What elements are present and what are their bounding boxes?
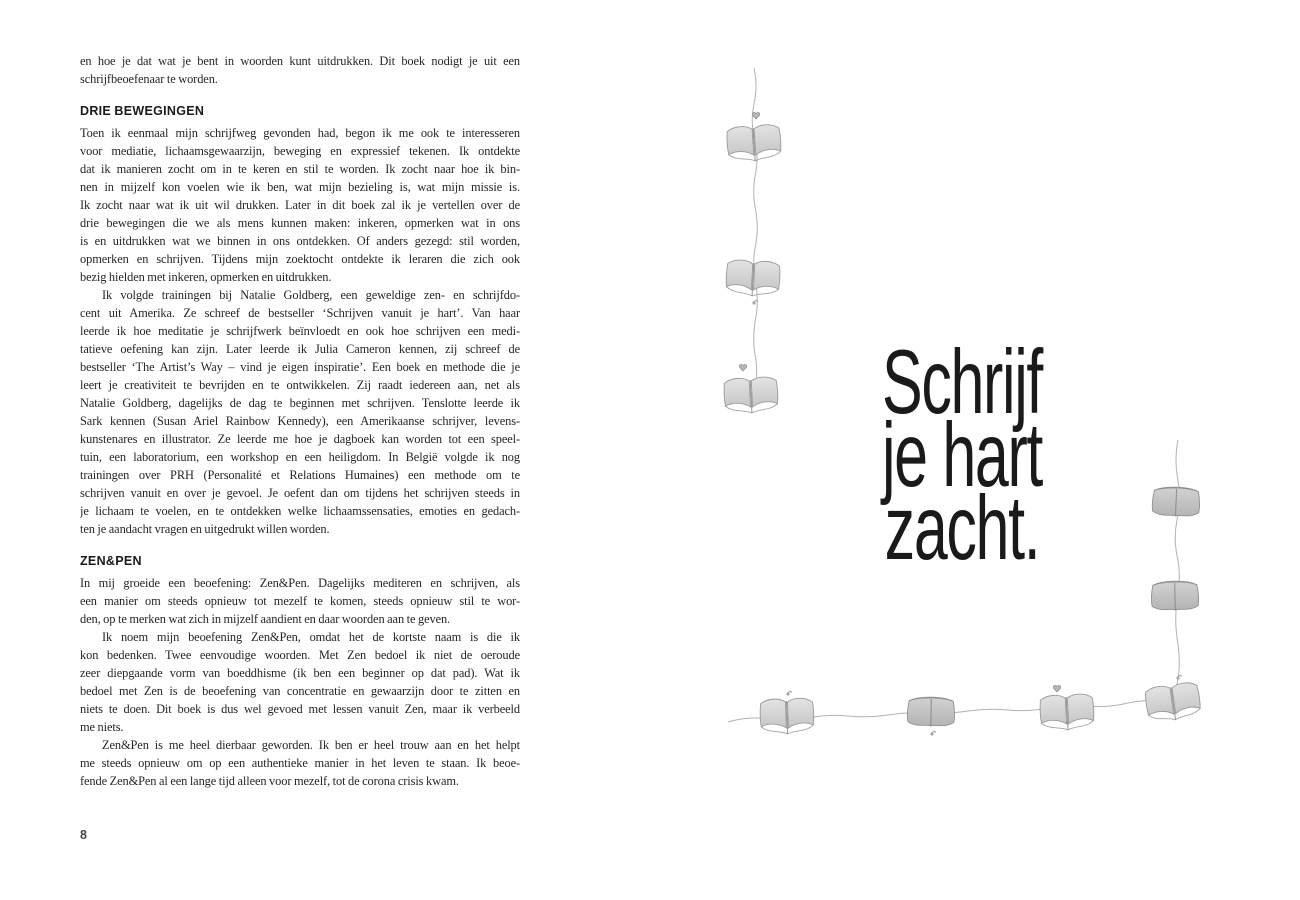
text-line: is en uitdrukken wat we binnen in ons ontdekken. Of anders gezegd: stil worden, [80, 234, 520, 248]
text-line: Toen ik eenmaal mijn schrijfweg gevonden had, begon ik me ook te interesseren [80, 126, 520, 140]
text-line: Sark kennen (Susan Ariel Rainbow Kennedy), een Amerikaanse schrijver, levens- [80, 414, 520, 428]
text-line: tuin, een laboratorium, een workshop en een heiligdom. In België volgde ik nog [80, 450, 520, 464]
draped-book-icon [907, 697, 955, 727]
section-drie-bewegingen [80, 104, 520, 538]
text-line: bestseller ‘The Artist’s Way – vind je eigen inspiratie’. Een boek en methode die je [80, 360, 520, 374]
open-book-icon [1039, 693, 1094, 731]
text-line: dat ik manieren zocht om in te keren en stil te worden. Ik zocht naar hoe ik bin- [80, 162, 520, 176]
text-line: voor mediatie, lichaamsgewaarzijn, beweging en expressief tekenen. Ik ontdekte [80, 144, 520, 158]
title-line: je hart [881, 405, 1043, 506]
paragraph [80, 628, 520, 736]
text-column [80, 52, 520, 790]
text-line: ten je aandacht vragen en uitgedrukt willen worden. [80, 522, 330, 536]
text-line: Ik zocht naar wat ik uit wil drukken. Later in dit boek zal ik je vertellen over de [80, 198, 520, 212]
text-line: kon bedenken. Twee eenvoudige woorden. Met Zen bedoel ik niet de oeroude [80, 648, 520, 662]
text-line: leert je creativiteit te bevrijden en te ontwikkelen. Zij raadt iedereen aan, net als [80, 378, 520, 392]
page-number: 8 [80, 828, 87, 842]
title-line: Schrijf [881, 332, 1043, 433]
book-title [744, 332, 1180, 579]
text-line: een manier om steeds opnieuw tot mezelf te komen, steeds opnieuw stil te wor- [80, 594, 520, 608]
text-line: zeer diepgaande vorm van boeddhisme (ik ben een beginner op dat pad). Wat ik [80, 666, 520, 680]
intro-paragraph [80, 52, 520, 88]
paragraph [80, 286, 520, 538]
text-line: kunstenares en illustrator. Ze leerde me hoe je dagboek kan worden tot een speel- [80, 432, 520, 446]
section-zen-pen [80, 554, 520, 790]
text-line: niets te doen. Dit boek is dus wel gevoed met lessen vanuit Zen, maar ik verbeeld [80, 702, 520, 716]
text-line: opmerken en schrijven. Tijdens mijn zoektocht ontdekte ik leraren die zich ook [80, 252, 520, 266]
right-page [650, 0, 1300, 900]
text-line: Ik volgde trainingen bij Natalie Goldberg, een geweldige zen- en schrijfdo- [102, 288, 520, 302]
text-line: me niets. [80, 720, 124, 734]
text-line: bedoel met Zen is de beoefening van concentratie en gewaarzijn door te zitten en [80, 684, 520, 698]
text-line: drie bewegingen die we als mens kunnen maken: inkeren, opmerken wat in ons [80, 216, 520, 230]
text-line: en hoe je dat wat je bent in woorden kunt uitdrukken. Dit boek nodigt je uit een [80, 54, 520, 68]
open-book-icon [726, 124, 782, 163]
paragraph [80, 736, 520, 790]
paragraph [80, 574, 520, 628]
string-knot-icon [930, 731, 935, 735]
string-knot-icon [786, 691, 791, 695]
section-heading: DRIE BEWEGINGEN [80, 104, 205, 118]
string-knot-icon [1176, 675, 1181, 679]
draped-book-icon [1151, 581, 1199, 611]
text-line: nen in mijzelf kon voelen wie ik ben, wat mijn bezieling is, wat mijn missie is. [80, 180, 520, 194]
text-line: me steeds opnieuw om op een authentieke manier in het leven te staan. Ik beoe- [80, 756, 520, 770]
title-line: zacht. [884, 478, 1040, 579]
text-line: cent uit Amerika. Ze schreef de bestseller ‘Schrijven vanuit je hart’. Van haar [80, 306, 520, 320]
text-line: trainingen over PRH (Personalité et Relations Humaines) een methode om te [80, 468, 520, 482]
text-line: den, op te merken wat zich in mijzelf aandient en daar woorden aan te geven. [80, 612, 451, 626]
text-line: Zen&Pen is me heel dierbaar geworden. Ik ben er heel trouw aan en het helpt [102, 738, 520, 752]
text-line: schrijven vanuit en over je gevoel. Je oefent dan om tijdens het schrijven steeds in [80, 486, 520, 500]
text-line: leerde ik hoe meditatie je schrijfwerk beïnvloedt en ook hoe schrijven een medi- [80, 324, 520, 338]
open-book-icon [760, 698, 815, 735]
text-line: bezig hielden met inkeren, opmerken en uitdrukken. [80, 270, 332, 284]
open-book-icon [1144, 681, 1202, 723]
section-heading: ZEN&PEN [80, 554, 142, 568]
text-line: schrijfbeoefenaar te worden. [80, 72, 218, 86]
paragraph [80, 124, 520, 286]
open-book-icon [725, 259, 780, 297]
text-line: tatieve oefening kan zijn. Later leerde ik Julia Cameron kennen, zij schreef de [80, 342, 520, 356]
text-line: fende Zen&Pen al een lange tijd alleen voor mezelf, tot de corona crisis kwam. [80, 774, 459, 788]
string-knot-icon [752, 300, 757, 304]
text-line: je lichaam te voelen, en te ontdekken welke lichaamssensaties, emoties en gedach- [80, 504, 520, 518]
heart-knot-icon [752, 113, 760, 119]
text-line: In mij groeide een beoefening: Zen&Pen. Dagelijks mediteren en schrijven, als [80, 576, 520, 590]
text-line: Ik noem mijn beoefening Zen&Pen, omdat het de kortste naam is die ik [102, 630, 520, 644]
text-line: Natalie Goldberg, dagelijks de dag te beginnen met schrijven. Tenslotte leerde ik [80, 396, 520, 410]
heart-knot-icon [1053, 686, 1061, 692]
